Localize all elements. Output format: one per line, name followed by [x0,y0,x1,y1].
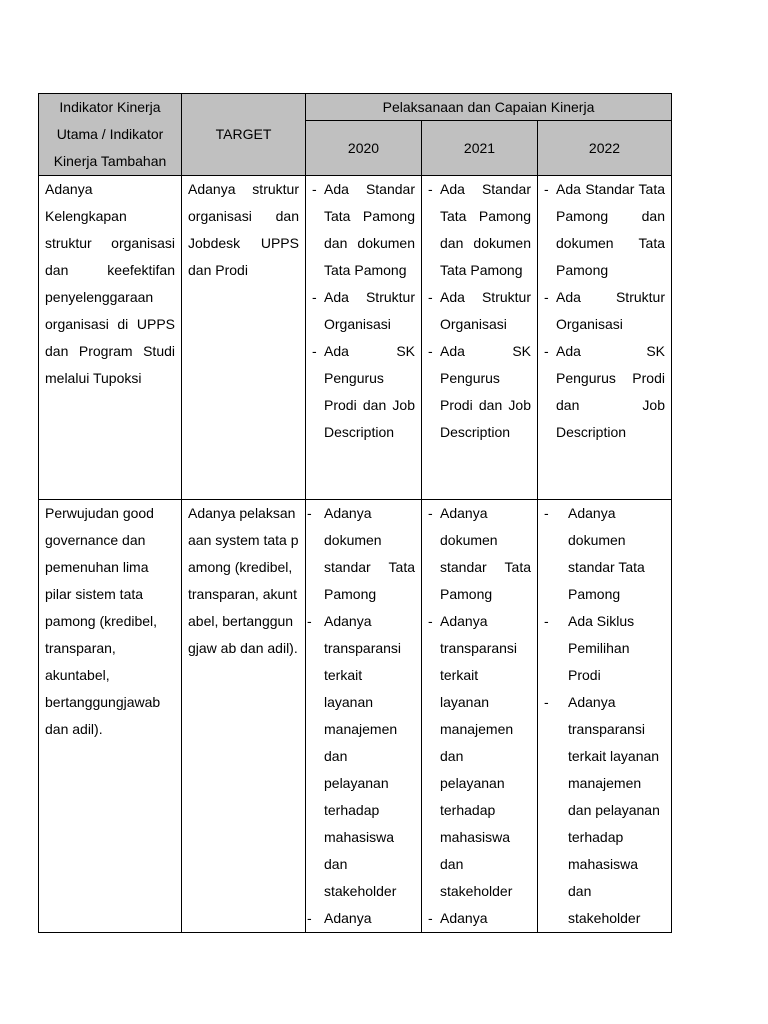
list-item [312,338,415,446]
dash-mark: - [428,613,433,629]
cell-2021 [422,176,538,500]
dash-mark: - [428,181,433,197]
list-item-text: Ada Struktur Organisasi [324,289,415,332]
list-item [544,689,665,932]
list-item [544,608,665,689]
performance-table [38,93,672,933]
dash-mark: - [312,289,317,305]
dash-mark: - [544,613,549,629]
list-item-text: Adanya dokumen standar Tata Pamong [440,505,531,602]
list-item [544,500,665,608]
list-item-text: Ada SK Pengurus Prodi dan Job Description [556,343,665,440]
list-item-text: Adanya dokumen standar Tata Pamong [568,505,645,602]
table-row [39,500,672,933]
dash-mark: - [544,289,549,305]
list-item [428,905,531,932]
list-item-text: Adanya [440,910,488,926]
achievement-list [428,500,531,932]
cell-2020 [306,500,422,933]
dash-mark: - [307,505,312,521]
dash-mark: - [428,289,433,305]
list-item-text: Adanya transparansi terkait layanan manajemen dan pelayanan terhadap mahasiswa dan stakeholder [568,694,660,926]
list-item-text: Ada SK Pengurus Prodi dan Job Description [440,343,531,440]
header-row-1 [39,94,672,121]
list-item [307,608,415,905]
list-item-text: Ada Siklus Pemilihan Prodi [568,613,635,683]
list-item-text: Ada Standar Tata Pamong dan dokumen Tata Pamong [324,181,415,278]
header-target: TARGET [182,94,306,176]
cell-target: Adanya pelaksanaan system tata pamong (kredibel, transparan, akuntabel, bertanggungjaw ab dan adil). [182,500,306,933]
list-item [307,905,415,932]
achievement-list [428,176,531,446]
dash-mark: - [428,910,433,926]
cell-indicator: Adanya Kelengkapan struktur organisasi dan keefektifan penyelenggaraan organisasi di UPPS dan Program Studi melalui Tupoksi [39,176,182,500]
dash-mark: - [312,181,317,197]
list-item-text: Adanya transparansi terkait layanan manajemen dan pelayanan terhadap mahasiswa dan stakeholder [324,613,402,899]
list-item [544,176,665,284]
header-year-2021: 2021 [422,121,538,176]
list-item [312,284,415,338]
cell-2022 [538,500,672,933]
dash-mark: - [544,694,549,710]
list-item [544,284,665,338]
dash-mark: - [428,343,433,359]
header-year-2020: 2020 [306,121,422,176]
dash-mark: - [428,505,433,521]
list-item [544,338,665,446]
cell-2022 [538,176,672,500]
cell-2021 [422,500,538,933]
list-item [428,338,531,446]
achievement-list [544,176,665,446]
header-indicator: Indikator Kinerja Utama / Indikator Kinerja Tambahan [39,94,182,176]
table-row [39,176,672,500]
list-item [428,176,531,284]
list-item-text: Ada Struktur Organisasi [556,289,665,332]
dash-mark: - [307,613,312,629]
cell-target: Adanya struktur organisasi dan Jobdesk UPPS dan Prodi [182,176,306,500]
dash-mark: - [544,343,549,359]
list-item-text: Ada SK Pengurus Prodi dan Job Description [324,343,415,440]
achievement-list [312,176,415,446]
list-item-text: Ada Standar Tata Pamong dan dokumen Tata Pamong [556,181,665,278]
list-item-text: Adanya transparansi terkait layanan manajemen dan pelayanan terhadap mahasiswa dan stakeholder [440,613,518,899]
list-item [307,500,415,608]
header-year-2022: 2022 [538,121,672,176]
list-item-text: Ada Standar Tata Pamong dan dokumen Tata Pamong [440,181,531,278]
list-item [428,500,531,608]
list-item-text: Adanya [324,910,372,926]
achievement-list [544,500,665,932]
list-item [312,176,415,284]
dash-mark: - [307,910,312,926]
list-item-text: Ada Struktur Organisasi [440,289,531,332]
list-item [428,284,531,338]
dash-mark: - [312,343,317,359]
list-item [428,608,531,905]
list-item-text: Adanya dokumen standar Tata Pamong [324,505,415,602]
dash-mark: - [544,505,549,521]
header-group: Pelaksanaan dan Capaian Kinerja [306,94,672,121]
cell-indicator: Perwujudan good governance dan pemenuhan lima pilar sistem tata pamong (kredibel, transparan, akuntabel, bertanggungjawab dan adil). [39,500,182,933]
dash-mark: - [544,181,549,197]
cell-2020 [306,176,422,500]
achievement-list [307,500,415,932]
